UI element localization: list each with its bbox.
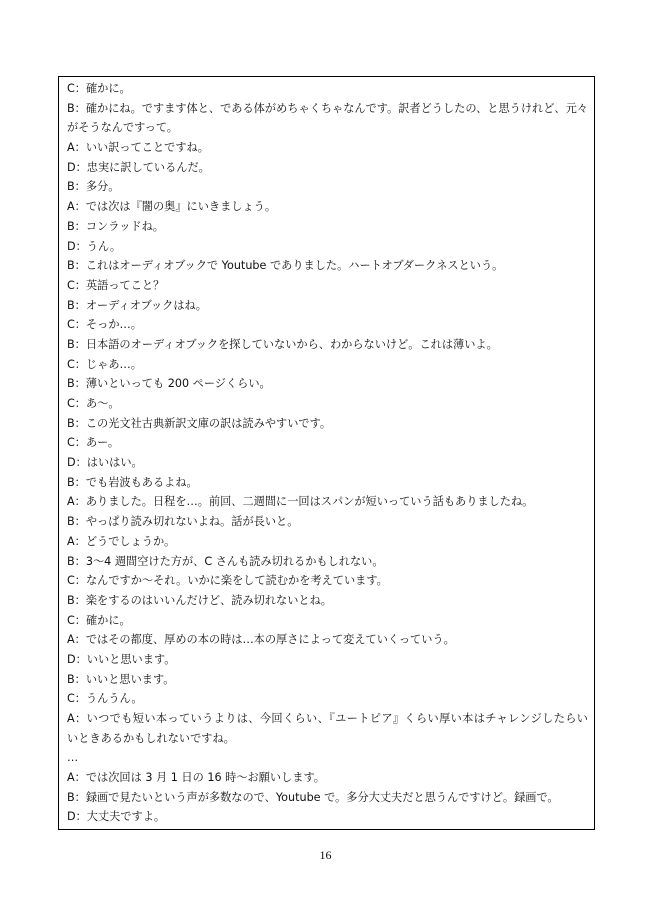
transcript-line: A：ではその都度、厚めの本の時は…本の厚さによって変えていくっていう。	[67, 633, 455, 647]
transcript-line: B：薄いといっても 200 ページくらい。	[67, 377, 271, 391]
page-number: 16	[319, 848, 332, 862]
transcript-line: A：では次回は 3 月 1 日の 16 時〜お願いします。	[67, 771, 325, 785]
transcript-line: いときあるかもしれないですね。	[67, 731, 235, 745]
transcript-line: C：じゃあ…。	[67, 357, 142, 371]
transcript-line: C：あー。	[67, 436, 120, 450]
transcript-line: B：多分。	[67, 180, 120, 194]
transcript-ellipsis: …	[67, 751, 79, 765]
transcript-line: B：コンラッドね。	[67, 219, 164, 233]
transcript-line: B：やっぱり読み切れないよね。話が長いと。	[67, 515, 299, 529]
transcript-line: A：ありました。日程を…。前回、二週間に一回はスパンが短いっていう話もありましたね。	[67, 495, 534, 509]
transcript-line: B：オーディオブックはね。	[67, 298, 207, 312]
transcript-line: A：どうでしょうか。	[67, 534, 176, 548]
transcript-line: B：いいと思います。	[67, 672, 175, 686]
transcript-line: A：いい訳ってことですね。	[67, 141, 209, 155]
transcript-line: B：録画で見たいという声が多数なので、Youtube で。多分大丈夫だと思うんですけど。録画で。	[67, 790, 559, 804]
transcript-line: B：これはオーディオブックで Youtube でありました。ハートオブダークネスという。	[67, 259, 504, 273]
transcript-line: D：いいと思います。	[67, 652, 176, 666]
transcript-line: B：日本語のオーディオブックを探していないから、わからないけど。これは薄いよ。	[67, 337, 498, 351]
transcript-line: C：なんですか〜それ。いかに楽をして読むかを考えています。	[67, 574, 388, 588]
transcript-line: がそうなんですって。	[67, 121, 178, 135]
transcript-line: C：確かに。	[67, 613, 131, 627]
transcript-line: B：確かにね。ですます体と、である体がめちゃくちゃなんです。訳者どうしたの、と思うけれど、元々	[67, 101, 588, 115]
transcript-line: B：でも岩波もあるよね。	[67, 475, 198, 489]
transcript-line: D：はいはい。	[67, 456, 143, 470]
transcript-line: D：うん。	[67, 239, 122, 253]
transcript-line: B：この光文社古典新訳文庫の訳は読みやすいです。	[67, 416, 332, 430]
transcript-line: B：楽をするのはいいんだけど、読み切れないとね。	[67, 593, 332, 607]
transcript-line: D：大丈夫ですよ。	[67, 810, 166, 824]
transcript-line: C：あ〜。	[67, 397, 120, 410]
transcript-line: A：では次は『闇の奥』にいきましょう。	[67, 200, 277, 214]
transcript-box	[58, 76, 595, 830]
transcript-line: D：忠実に訳しているんだ。	[67, 160, 210, 174]
transcript-line: B：3〜4 週間空けた方が、C さんも読み切れるかもしれない。	[67, 554, 384, 568]
transcript-line: C：そっか…。	[67, 318, 142, 332]
transcript-line: A：いつでも短い本っていうよりは、今回くらい、『ユートピア』くらい厚い本はチャレンジしたらい	[67, 712, 588, 725]
transcript-line: C：うんうん。	[67, 692, 143, 706]
transcript-line: C：英語ってこと？	[67, 278, 165, 292]
transcript-line: C：確かに。	[67, 82, 131, 95]
